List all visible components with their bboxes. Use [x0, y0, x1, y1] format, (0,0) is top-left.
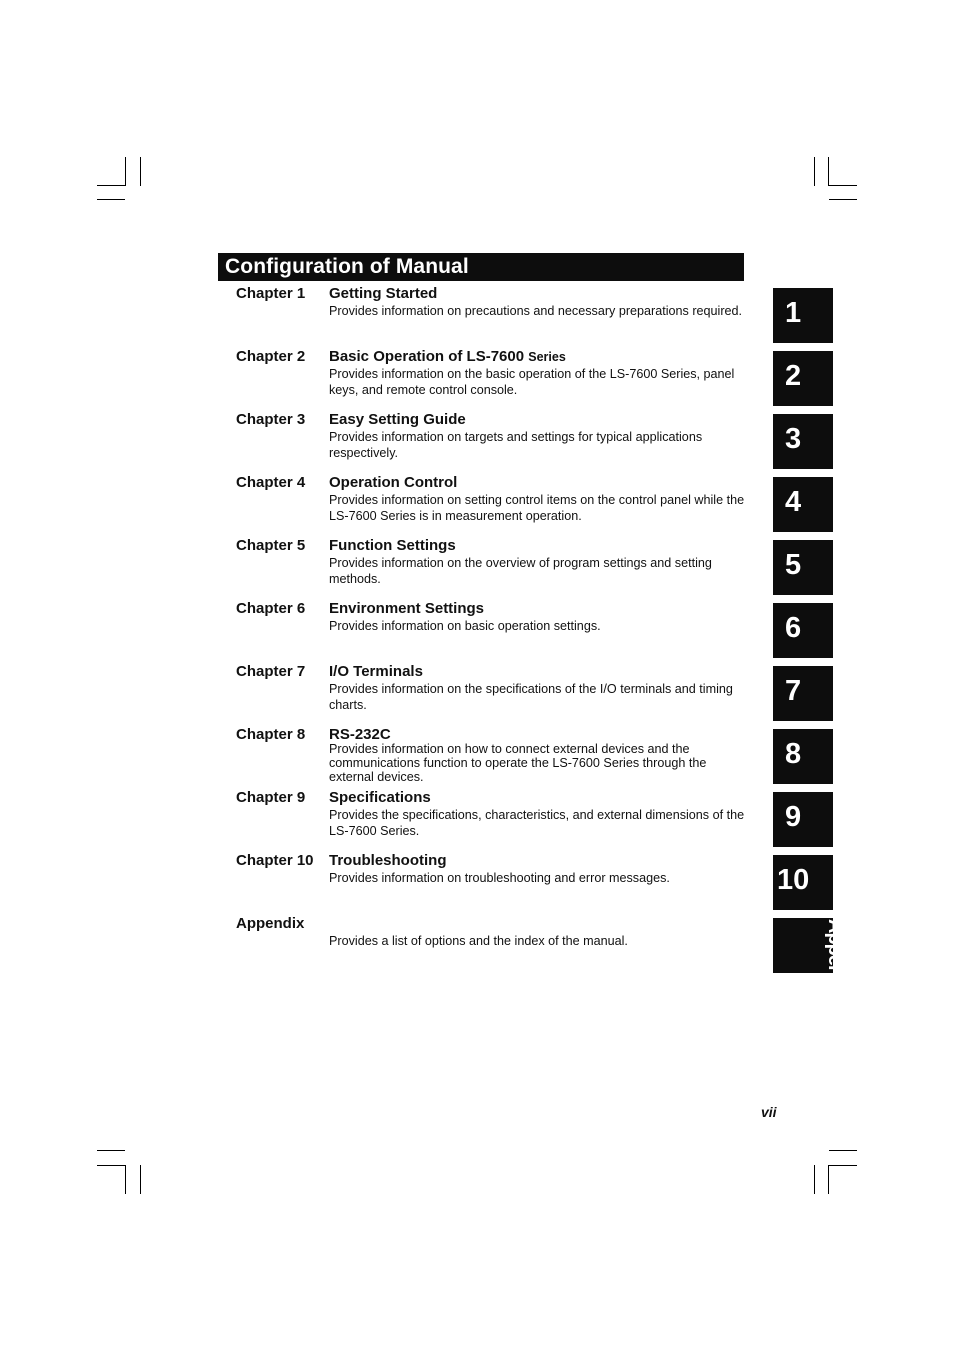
chapter-title: Function Settings	[329, 537, 456, 554]
chapter-title: Operation Control	[329, 474, 458, 491]
chapter-description: Provides information on troubleshooting and error messages.	[329, 871, 670, 885]
chapter-label: Chapter 3	[236, 411, 306, 428]
chapter-description: Provides information on the basic operation of the LS-7600 Series, panel keys, and remote control console.	[329, 367, 735, 397]
crop-mark	[814, 157, 815, 186]
chapter-tab-4[interactable]: 4	[773, 477, 833, 532]
appendix-tab[interactable]: Appendix	[773, 918, 833, 973]
chapter-tab-9[interactable]: 9	[773, 792, 833, 847]
crop-mark	[814, 1165, 815, 1194]
chapter-6-entry	[236, 600, 746, 650]
crop-mark	[828, 1165, 829, 1194]
crop-mark	[97, 1150, 125, 1151]
crop-mark	[829, 199, 857, 200]
chapter-description: Provides information on the overview of program settings and setting methods.	[329, 556, 712, 586]
chapter-8-entry	[236, 726, 746, 786]
crop-mark	[829, 1150, 857, 1151]
chapter-10-entry	[236, 852, 746, 902]
chapter-tab-6[interactable]: 6	[773, 603, 833, 658]
crop-mark	[125, 1165, 126, 1194]
chapter-title: Environment Settings	[329, 600, 485, 617]
chapter-tab-10[interactable]: 10	[773, 855, 833, 910]
chapter-description: Provides information on how to connect external devices and the communications function to operate the LS-7600 Series through the external devices.	[329, 742, 707, 784]
chapter-tab-7[interactable]: 7	[773, 666, 833, 721]
section-title-bar	[218, 253, 744, 281]
chapter-title: Easy Setting Guide	[329, 411, 466, 428]
chapter-tab-8[interactable]: 8	[773, 729, 833, 784]
chapter-9-entry	[236, 789, 746, 839]
chapter-title: Troubleshooting	[329, 852, 447, 869]
crop-mark	[125, 157, 126, 186]
chapter-title: Getting Started	[329, 285, 438, 302]
chapter-tab-3[interactable]: 3	[773, 414, 833, 469]
chapter-label: Chapter 1	[236, 285, 306, 302]
chapter-description: Provides information on targets and settings for typical applications respectively.	[329, 430, 703, 460]
chapter-title-suffix: Series	[528, 350, 566, 364]
chapter-label: Chapter 2	[236, 348, 306, 365]
chapter-7-entry	[236, 663, 746, 713]
crop-mark	[97, 1165, 125, 1166]
chapter-title: Basic Operation of LS-7600 Series	[329, 348, 566, 365]
chapter-label: Chapter 4	[236, 474, 306, 491]
appendix-description: Provides a list of options and the index of the manual.	[329, 934, 628, 948]
chapter-tab-2[interactable]: 2	[773, 351, 833, 406]
page-title: Configuration of Manual	[225, 255, 469, 278]
appendix-entry	[236, 915, 746, 965]
chapter-title: Specifications	[329, 789, 431, 806]
chapter-tab-5[interactable]: 5	[773, 540, 833, 595]
chapter-title: I/O Terminals	[329, 663, 423, 680]
crop-mark	[140, 1165, 141, 1194]
crop-mark	[140, 157, 141, 186]
chapter-1-entry	[236, 285, 746, 335]
crop-mark	[828, 157, 829, 186]
crop-mark	[829, 1165, 857, 1166]
chapter-label: Chapter 6	[236, 600, 306, 617]
chapter-5-entry	[236, 537, 746, 587]
page-number: vii	[761, 1104, 777, 1120]
chapter-4-entry	[236, 474, 746, 524]
chapter-description: Provides information on the specifications of the I/O terminals and timing charts.	[329, 682, 733, 712]
chapter-label: Chapter 7	[236, 663, 306, 680]
chapter-description: Provides information on precautions and necessary preparations required.	[329, 304, 743, 318]
chapter-2-entry	[236, 348, 746, 398]
chapter-label: Chapter 8	[236, 726, 306, 743]
appendix-label: Appendix	[236, 915, 305, 932]
chapter-description: Provides information on setting control items on the control panel while the LS-7600 Series is in measurement operation.	[329, 493, 745, 523]
crop-mark	[97, 199, 125, 200]
chapter-label: Chapter 10	[236, 852, 314, 869]
chapter-title: RS-232C	[329, 726, 391, 743]
crop-mark	[829, 185, 857, 186]
chapter-label: Chapter 9	[236, 789, 306, 806]
crop-mark	[97, 185, 125, 186]
chapter-3-entry	[236, 411, 746, 461]
chapter-description: Provides the specifications, characteristics, and external dimensions of the LS-7600 Series.	[329, 808, 745, 838]
chapter-description: Provides information on basic operation settings.	[329, 619, 601, 633]
chapter-label: Chapter 5	[236, 537, 306, 554]
chapter-tab-1[interactable]: 1	[773, 288, 833, 343]
